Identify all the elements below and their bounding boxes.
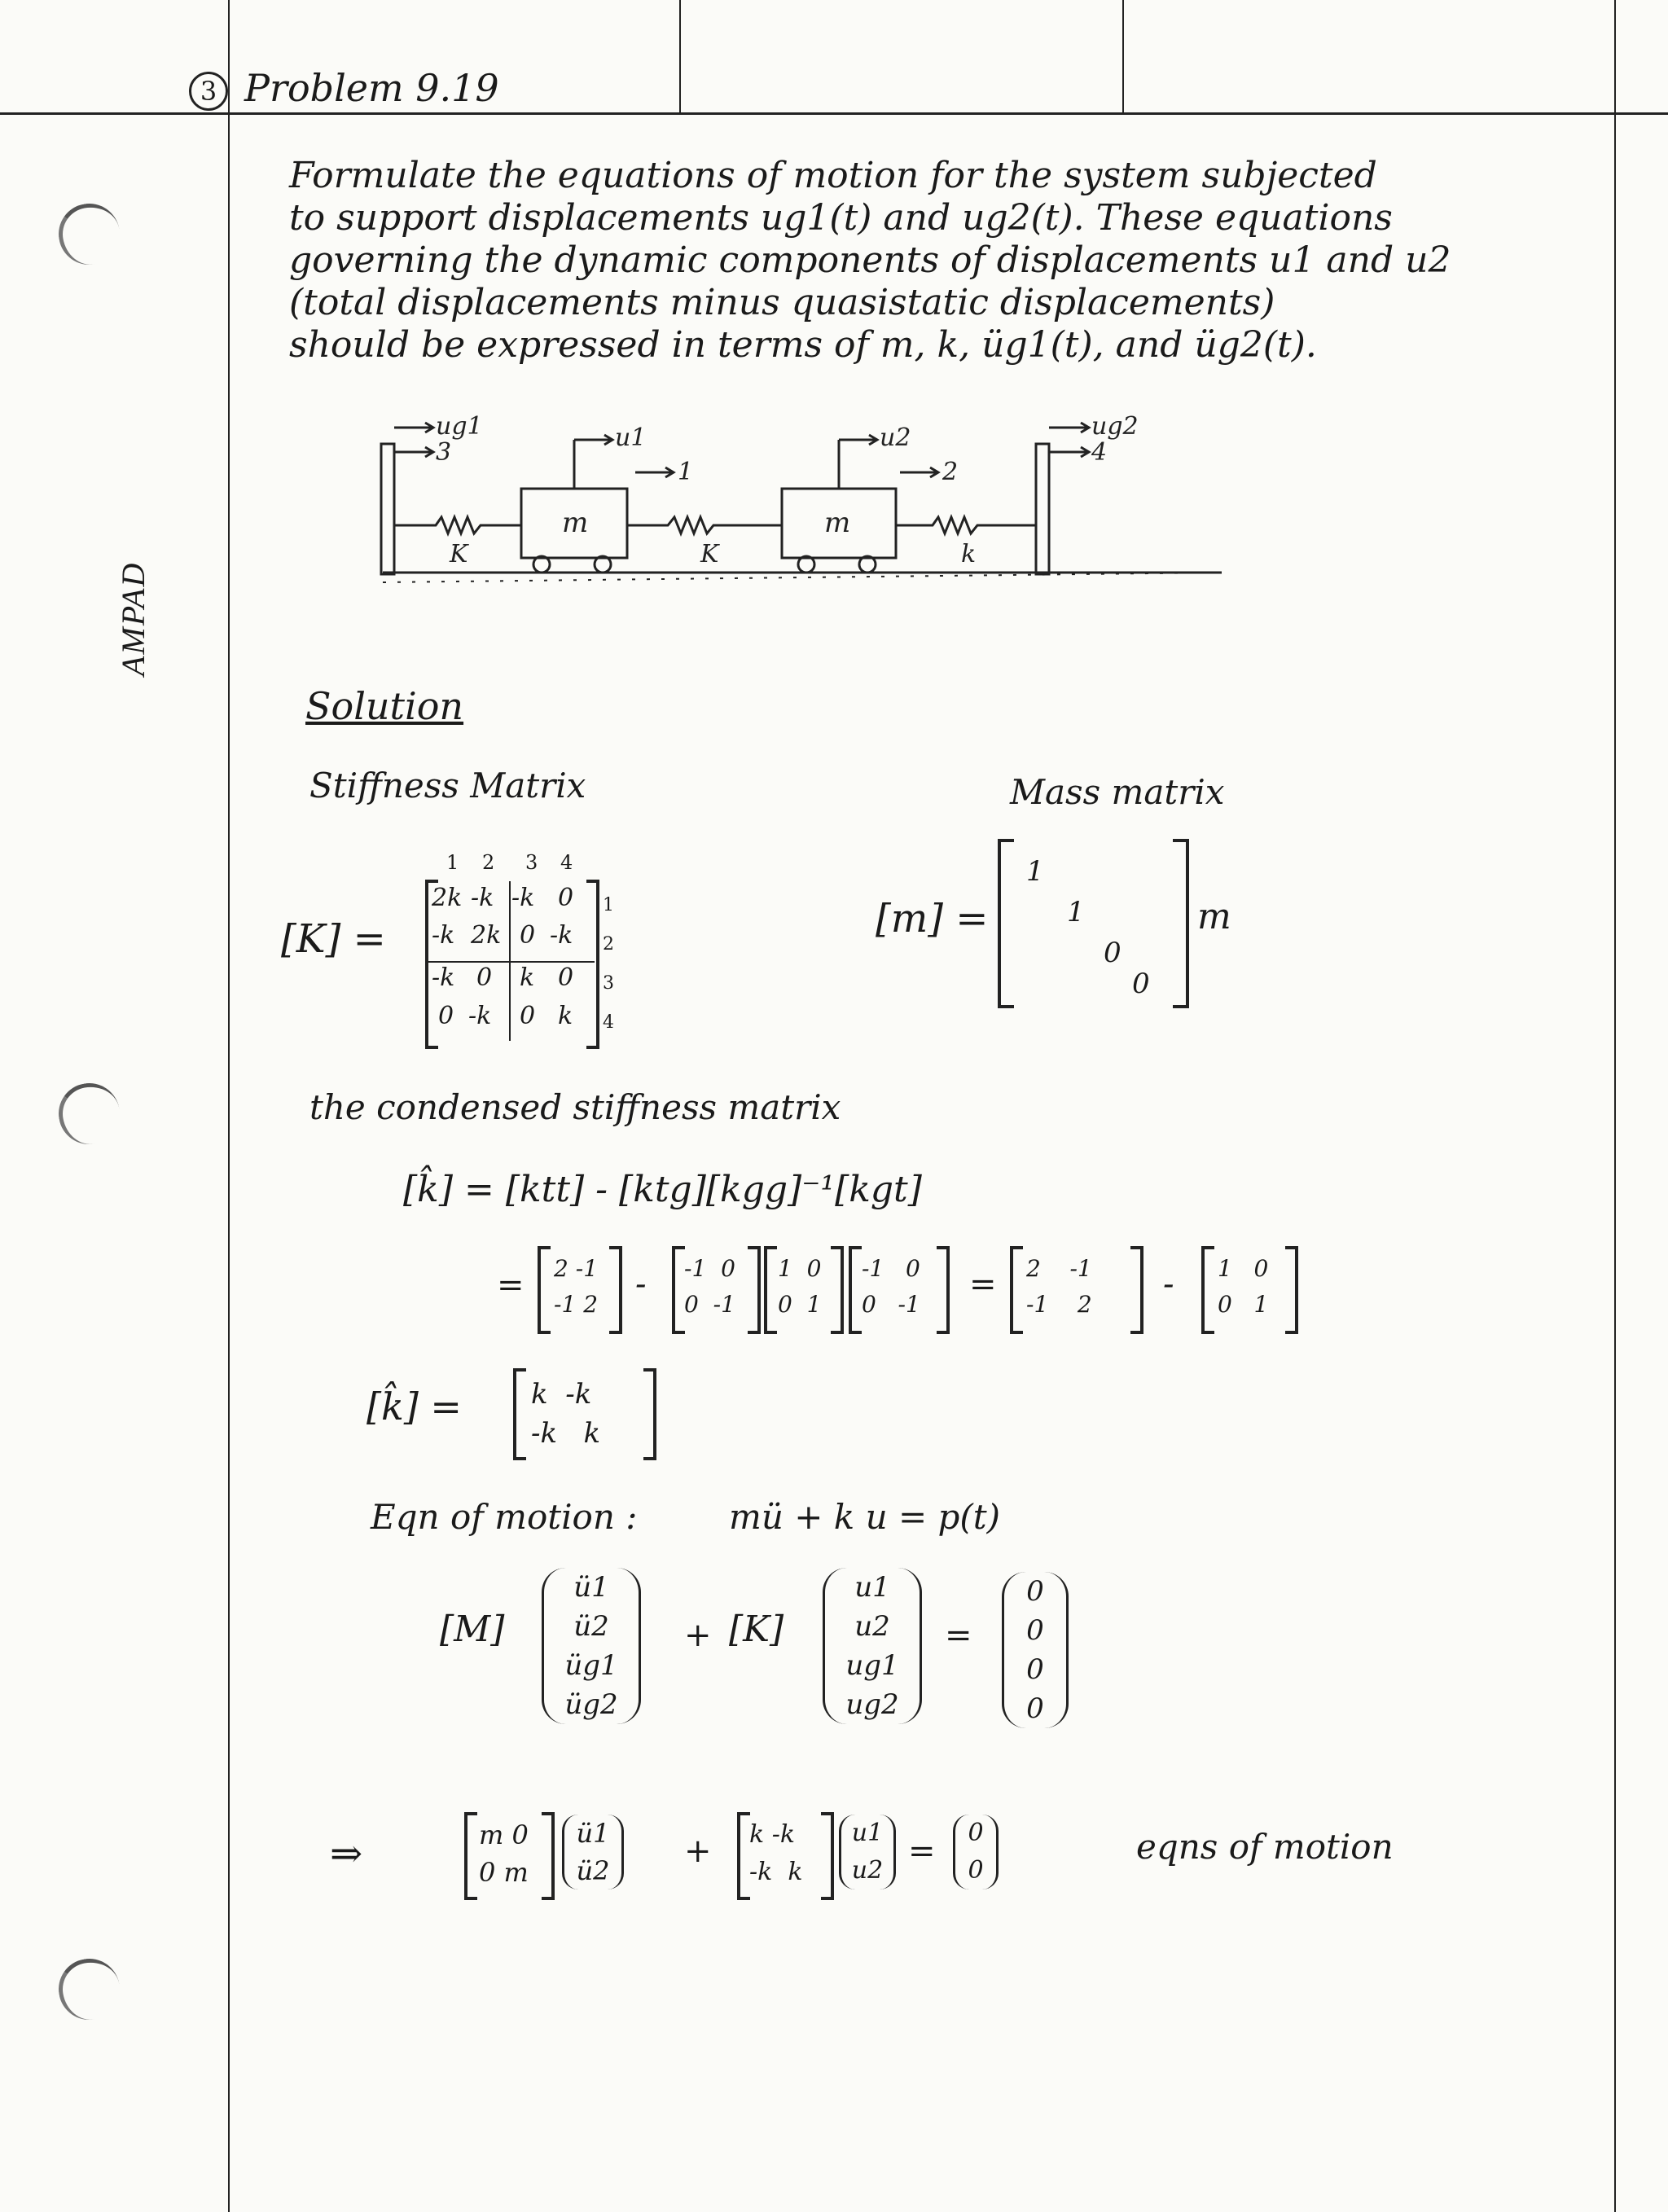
bracket <box>737 1812 750 1900</box>
entry: 0 <box>862 1291 876 1318</box>
bracket <box>849 1246 862 1334</box>
entry: 1 <box>1253 1291 1269 1318</box>
k-entry: -k <box>511 884 535 912</box>
entry: -k <box>531 1417 558 1450</box>
bracket <box>538 1246 551 1334</box>
stiffness-label: [K] = <box>281 916 386 962</box>
bracket <box>1130 1246 1143 1334</box>
vector-entry: u2 <box>854 1610 890 1643</box>
final-acceleration-vector <box>562 1815 624 1889</box>
entry: -1 <box>684 1255 707 1282</box>
equals-sign: = <box>497 1266 525 1304</box>
bracket <box>1201 1246 1214 1334</box>
final-stiffness-matrix <box>749 1816 823 1891</box>
vector-entry: ü2 <box>573 1610 609 1643</box>
spring-right <box>896 517 1036 533</box>
entry: -1 <box>713 1291 735 1318</box>
spring-left <box>394 517 521 533</box>
condensed-formula: [k̂] = [ktt] - [ktg][kgg]⁻¹[kgt] <box>403 1169 922 1210</box>
label-dof3: 3 <box>436 438 452 467</box>
k-entry: k <box>558 1002 573 1030</box>
entry: 2 <box>583 1291 599 1318</box>
khat-label: [k̂] = <box>367 1385 462 1429</box>
matrix-A <box>554 1251 611 1323</box>
entry: 1 <box>1218 1255 1232 1282</box>
stiffness-title: Stiffness Matrix <box>309 766 586 805</box>
label-k-right: k <box>961 540 977 568</box>
entry: 2 <box>1077 1291 1092 1318</box>
vector-entry: ü2 <box>576 1855 610 1886</box>
bracket <box>764 1246 777 1334</box>
k-entry: -k <box>471 884 494 912</box>
right-support <box>1036 444 1049 574</box>
label-dof1: 1 <box>678 458 694 486</box>
bracket <box>672 1246 685 1334</box>
bracket <box>821 1812 834 1900</box>
binder-hole <box>54 199 125 270</box>
vector-entry: 0 <box>1026 1614 1044 1647</box>
k-entry: k <box>520 963 535 992</box>
final-mass-matrix <box>479 1816 544 1891</box>
stiffness-matrix <box>432 884 595 1047</box>
k-entry: -k <box>432 921 455 950</box>
entry: m <box>503 1857 529 1888</box>
label-dof4: 4 <box>1091 438 1108 467</box>
matrix-F <box>1218 1251 1283 1323</box>
final-note: eqns of motion <box>1136 1827 1394 1867</box>
bracket <box>609 1246 622 1334</box>
label-dof2: 2 <box>942 458 959 486</box>
col-index: 1 <box>446 851 459 874</box>
equals-sign: = <box>945 1617 972 1654</box>
matrix-D <box>862 1251 935 1323</box>
entry: k <box>583 1417 601 1450</box>
condensed-title: the condensed stiffness matrix <box>309 1087 841 1127</box>
plus-sign: + <box>684 1617 712 1654</box>
k-entry: 0 <box>520 1002 536 1030</box>
stiffness-row-index <box>603 886 614 1042</box>
entry: -1 <box>575 1255 599 1282</box>
statement-line: (total displacements minus quasistatic displacements) <box>289 282 1275 323</box>
entry: 0 <box>1253 1255 1269 1282</box>
vector-entry: ü1 <box>573 1571 609 1604</box>
vector-entry: 0 <box>968 1819 984 1847</box>
header-divider-1 <box>679 0 681 114</box>
vector-entry: 0 <box>1026 1692 1044 1725</box>
label-u2: u2 <box>880 424 911 452</box>
entry: 2 <box>1026 1255 1041 1282</box>
entry: m <box>479 1819 504 1850</box>
label-k-middle: K <box>700 540 719 568</box>
eom-label: Eqn of motion : <box>371 1497 638 1537</box>
bracket <box>542 1812 555 1900</box>
col-index: 2 <box>482 851 495 874</box>
entry: 0 <box>511 1819 529 1850</box>
acceleration-vector <box>542 1568 641 1724</box>
problem-number: 3 <box>189 72 228 111</box>
mass-matrix <box>1018 847 1173 1002</box>
bracket <box>1010 1246 1023 1334</box>
entry: -1 <box>1069 1255 1092 1282</box>
system-diagram <box>358 411 1271 615</box>
row-index: 3 <box>603 973 614 994</box>
equals-sign: = <box>908 1832 936 1870</box>
displacement-vector <box>823 1568 922 1724</box>
label-mass-1: m <box>562 507 589 539</box>
implies-arrow: ⇒ <box>330 1831 363 1876</box>
m-entry: 1 <box>1026 855 1044 888</box>
k-entry: 2k <box>471 921 502 950</box>
binder-hole <box>54 1078 125 1149</box>
entry: 1 <box>806 1291 822 1318</box>
problem-title: Problem 9.19 <box>244 66 499 110</box>
vector-entry: u1 <box>854 1571 890 1604</box>
eom-mass-symbol: [M] <box>440 1609 505 1650</box>
header-divider-2 <box>1122 0 1124 114</box>
vector-entry: ü1 <box>576 1818 610 1849</box>
margin-line <box>228 0 230 2212</box>
entry: -1 <box>862 1255 884 1282</box>
entry: 0 <box>479 1857 496 1888</box>
left-support <box>381 444 394 574</box>
load-vector <box>1002 1572 1069 1728</box>
row-index: 1 <box>603 895 614 915</box>
bracket <box>1285 1246 1298 1334</box>
statement-line: to support displacements ug1(t) and ug2(t). These equations <box>289 197 1393 239</box>
k-entry: 2k <box>432 884 463 912</box>
k-entry: -k <box>468 1002 492 1030</box>
bracket <box>937 1246 950 1334</box>
k-entry: -k <box>550 921 573 950</box>
k-entry: 0 <box>558 884 574 912</box>
entry: 0 <box>721 1255 735 1282</box>
entry: k <box>749 1820 765 1849</box>
entry: 0 <box>905 1255 920 1282</box>
entry: -1 <box>1026 1291 1049 1318</box>
vector-entry: üg2 <box>564 1688 618 1721</box>
vector-entry: 0 <box>1026 1653 1044 1686</box>
entry: 0 <box>1218 1291 1232 1318</box>
label-ug1: ug1 <box>436 412 483 441</box>
mass-bracket-right <box>1173 839 1189 1008</box>
vector-entry: ug2 <box>845 1688 899 1721</box>
right-margin-line <box>1614 0 1616 2212</box>
entry: -k <box>771 1820 796 1849</box>
vector-entry: 0 <box>1026 1575 1044 1608</box>
row-index: 2 <box>603 934 614 955</box>
bracket <box>831 1246 844 1334</box>
k-entry: 0 <box>558 963 574 992</box>
entry: -k <box>565 1378 592 1411</box>
col-index: 3 <box>525 851 538 874</box>
entry: 1 <box>778 1255 792 1282</box>
bracket <box>464 1812 477 1900</box>
minus-sign: - <box>1163 1266 1174 1303</box>
brand-logo: AMPAD <box>115 561 151 676</box>
problem-statement <box>289 155 1560 366</box>
matrix-C <box>778 1251 835 1323</box>
vector-entry: 0 <box>968 1856 984 1885</box>
label-mass-2: m <box>824 507 851 539</box>
k-entry: 0 <box>520 921 536 950</box>
k-entry: 0 <box>476 963 493 992</box>
mass-factor: m <box>1197 896 1231 937</box>
minus-sign: - <box>635 1266 647 1303</box>
m-entry: 0 <box>1132 968 1150 1000</box>
entry: -1 <box>898 1291 920 1318</box>
mass-label: [m] = <box>876 896 989 941</box>
m-entry: 1 <box>1067 896 1085 928</box>
statement-line: Formulate the equations of motion for the system subjected <box>289 155 1377 196</box>
entry: 0 <box>806 1255 822 1282</box>
vector-entry: ug1 <box>845 1649 899 1682</box>
m-entry: 0 <box>1104 937 1122 969</box>
eom-general: mü + k u = p(t) <box>729 1497 1001 1537</box>
label-k-left: K <box>450 540 468 568</box>
mass-title: Mass matrix <box>1010 772 1225 812</box>
bracket <box>748 1246 761 1334</box>
header-rule <box>0 112 1668 115</box>
mass-bracket-left <box>998 839 1014 1008</box>
entry: 0 <box>778 1291 792 1318</box>
statement-line: governing the dynamic components of displacements u1 and u2 <box>289 239 1451 281</box>
k-entry: 0 <box>438 1002 454 1030</box>
final-load-vector <box>953 1815 999 1889</box>
vector-entry: u2 <box>851 1856 884 1885</box>
entry: -1 <box>554 1291 577 1318</box>
matrix-B <box>684 1251 749 1323</box>
solution-heading: Solution <box>305 684 464 728</box>
entry: k <box>531 1378 548 1411</box>
binder-hole <box>54 1954 125 2025</box>
k-entry: -k <box>432 963 455 992</box>
bracket <box>513 1368 526 1460</box>
col-index: 4 <box>560 851 573 874</box>
label-u1: u1 <box>615 424 647 452</box>
label-ug2: ug2 <box>1091 412 1139 441</box>
khat-matrix <box>531 1375 645 1453</box>
entry: 0 <box>684 1291 699 1318</box>
matrix-E <box>1026 1251 1124 1323</box>
plus-sign: + <box>684 1832 712 1870</box>
vector-entry: üg1 <box>564 1649 618 1682</box>
bracket <box>643 1368 656 1460</box>
final-displacement-vector <box>839 1815 896 1889</box>
eom-stiffness-symbol: [K] <box>729 1609 784 1650</box>
statement-line: should be expressed in terms of m, k, üg1(t), and üg2(t). <box>289 324 1317 366</box>
equals-sign: = <box>969 1266 997 1303</box>
vector-entry: u1 <box>851 1819 884 1847</box>
row-index: 4 <box>603 1012 614 1033</box>
entry: k <box>788 1858 803 1886</box>
spring-middle <box>627 517 782 533</box>
condensed-numeric <box>538 1246 1360 1336</box>
entry: 2 <box>554 1255 568 1282</box>
entry: -k <box>749 1858 773 1886</box>
